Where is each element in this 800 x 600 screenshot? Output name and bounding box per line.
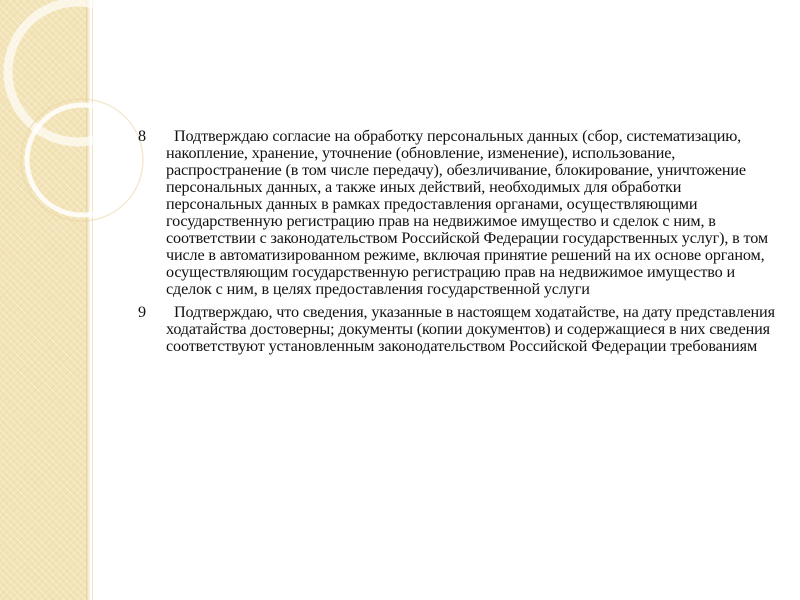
item-number: 8 [138,127,146,145]
consent-list [138,128,778,361]
item-number: 9 [138,303,146,321]
side-divider [86,0,90,600]
list-item [138,128,778,298]
decorative-side-panel [0,0,88,600]
list-item [138,304,778,355]
item-text: Подтверждаю, что сведения, указанные в настоящем ходатайстве, на дату представления ходатайства достоверны; документы (копии документов) и содержащиеся в них сведения соответствуют установленным законодательством Российской Федерации требованиям [166,303,775,355]
item-text: Подтверждаю согласие на обработку персональных данных (сбор, систематизацию, накопление, хранение, уточнение (обновление, изменение), использование, распространение (в том числе передачу), обезличивание, блокирование, уничтожение персональных данных, а также иных действий, необходимых для обработки персональных данных в рамках предоставления органами, осуществляющими государственную регистрацию прав на недвижимое имущество и сделок с ним, в соответствии с законодательством Российской Федерации государственных услуг), в том числе в автоматизированном режиме, включая принятие решений на их основе органом, осуществляющим государственную регистрацию прав на недвижимое имущество и сделок с ним, в целях предоставления государственной услуги [166,127,768,298]
side-divider-thin [92,0,93,600]
